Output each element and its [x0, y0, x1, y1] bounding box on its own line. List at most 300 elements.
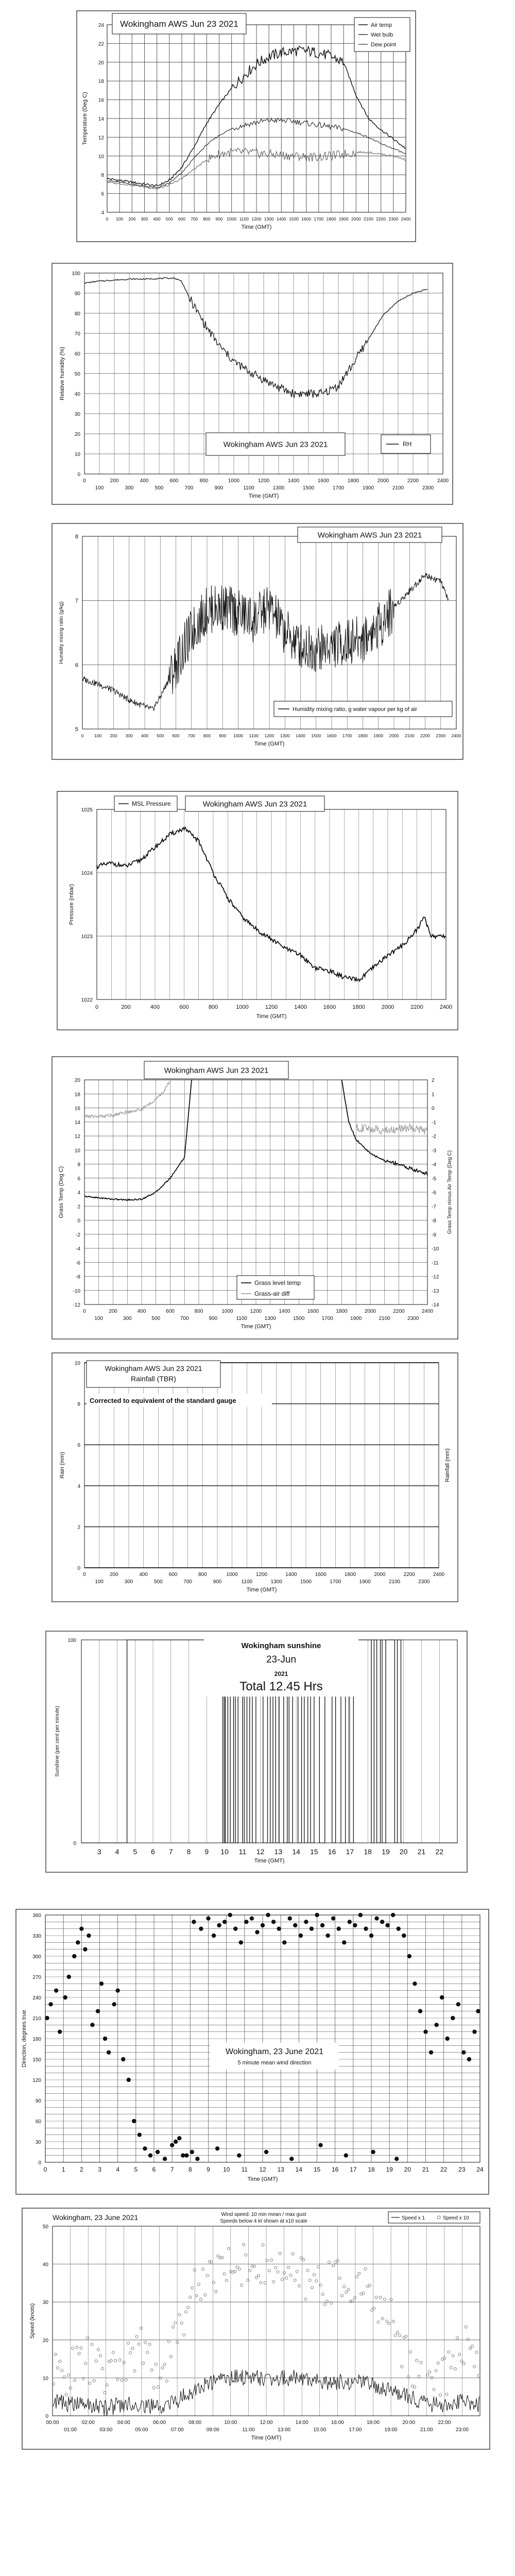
x-tick-label: 0 — [83, 1309, 86, 1314]
x-axis-label: Time (GMT) — [241, 224, 272, 230]
x-tick-label: 400 — [141, 733, 149, 738]
x-tick-label: 2400 — [401, 216, 411, 222]
x-tick-label: 11 — [238, 1848, 247, 1856]
data-point — [206, 1916, 210, 1920]
x-tick-label: 2200 — [393, 1309, 405, 1314]
x-tick-label: 00:00 — [46, 2420, 59, 2426]
x-tick-label: 17 — [346, 1848, 354, 1856]
x-tick-label: 2300 — [418, 1579, 430, 1585]
x-tick-label: 1600 — [317, 478, 330, 484]
x-tick-label: 400 — [153, 216, 161, 222]
data-point — [63, 1995, 67, 1999]
data-point — [271, 1920, 276, 1924]
rainfall-chart-panel — [52, 1352, 458, 1602]
x-tick-label: 300 — [123, 1316, 132, 1321]
x-tick-label: 800 — [203, 733, 211, 738]
data-point — [371, 2150, 375, 2154]
x-tick-label: 1000 — [233, 733, 243, 738]
y2-tick-label: 0 — [432, 1106, 435, 1112]
x-tick-label: 900 — [214, 485, 224, 491]
x-tick-label: 23:00 — [455, 2427, 469, 2433]
x-tick-label: 500 — [165, 216, 173, 222]
data-point — [264, 2150, 268, 2154]
x-tick-label: 01:00 — [64, 2427, 77, 2433]
x-tick-label: 1300 — [264, 216, 274, 222]
x-tick-label: 1400 — [294, 1004, 307, 1010]
y-tick-label: 210 — [32, 2016, 41, 2022]
y-tick-label: 20 — [98, 60, 104, 66]
data-point — [58, 2029, 62, 2033]
x-tick-label: 2200 — [403, 1572, 415, 1578]
x-tick-label: 1 — [61, 2166, 65, 2173]
y-tick-label: 10 — [74, 1361, 80, 1366]
x-tick-label: 1400 — [279, 1309, 290, 1314]
y-tick-label: 24 — [98, 23, 104, 28]
x-tick-label: 1600 — [327, 733, 337, 738]
y-tick-label: 40 — [42, 2262, 48, 2268]
x-tick-label: 1400 — [296, 733, 305, 738]
chart-annotation: Speeds below 4 kt shown at x10 scale — [220, 2218, 307, 2224]
x-tick-label: 1800 — [358, 733, 368, 738]
x-tick-label: 2200 — [410, 1004, 423, 1010]
legend-label: MSL Pressure — [132, 800, 171, 807]
x-tick-label: 8 — [186, 1848, 191, 1856]
data-point — [325, 1934, 330, 1938]
x-tick-label: 1800 — [347, 478, 359, 484]
x-tick-label: 1900 — [338, 216, 349, 222]
x-tick-label: 24 — [476, 2166, 484, 2173]
x-tick-label: 2400 — [433, 1572, 445, 1578]
legend-label: Dew point — [371, 42, 396, 48]
data-point — [121, 2057, 125, 2061]
data-point — [156, 2150, 160, 2154]
y-tick-label: 0 — [77, 472, 80, 478]
y-tick-label: 300 — [32, 1954, 41, 1960]
data-point — [391, 1913, 395, 1917]
y-axis-label: Grass Temp (Deg C) — [58, 1166, 64, 1218]
chart-title: Wokingham AWS Jun 23 2021 — [223, 440, 328, 449]
y-tick-label: -8 — [76, 1274, 80, 1280]
data-point — [190, 2150, 194, 2154]
x-tick-label: 1300 — [264, 1316, 276, 1321]
data-point — [423, 2029, 427, 2033]
data-point — [418, 2009, 422, 2013]
x-tick-label: 2000 — [351, 216, 361, 222]
legend-label: Speed x 10 — [443, 2215, 469, 2221]
x-tick-label: 09:00 — [206, 2427, 219, 2433]
x-tick-label: 600 — [172, 733, 180, 738]
x-tick-label: 1000 — [226, 1572, 238, 1578]
y-tick-label: 180 — [32, 2037, 41, 2042]
x-tick-label: 2000 — [389, 733, 399, 738]
rainfall-chart — [52, 1352, 458, 1602]
sunshine-chart — [45, 1631, 468, 1873]
x-tick-label: 400 — [139, 1572, 148, 1578]
data-point — [429, 2050, 433, 2054]
y2-tick-label: -8 — [432, 1218, 436, 1224]
data-point — [451, 2016, 455, 2020]
y-tick-label: 18 — [74, 1092, 80, 1098]
x-tick-label: 06:00 — [152, 2420, 166, 2426]
chart-title: Wokingham, 23 June 2021 — [225, 2047, 324, 2056]
data-point — [107, 2050, 111, 2054]
y-axis-label: Speed (knots) — [29, 2303, 36, 2339]
data-point — [261, 1923, 265, 1927]
y-tick-label: 30 — [35, 2140, 41, 2145]
x-tick-label: 1600 — [315, 1572, 327, 1578]
legend-label: Grass level temp — [254, 1279, 301, 1286]
y-tick-label: 50 — [74, 371, 80, 377]
y-tick-label: 240 — [32, 1995, 41, 2001]
y-tick-label: -6 — [76, 1260, 80, 1266]
y-tick-label: 100 — [72, 271, 80, 277]
x-tick-label: 04:00 — [117, 2420, 130, 2426]
x-tick-label: 0 — [106, 216, 109, 222]
x-tick-label: 2 — [79, 2166, 83, 2173]
y-tick-label: 90 — [35, 2098, 41, 2104]
x-tick-label: 12:00 — [260, 2420, 273, 2426]
y-tick-label: -2 — [76, 1232, 80, 1238]
grass-temp-chart-panel — [52, 1056, 458, 1340]
x-tick-label: 16 — [328, 1848, 336, 1856]
x-tick-label: 20:00 — [402, 2420, 416, 2426]
data-point — [250, 1916, 254, 1920]
legend-label: Air temp — [371, 22, 392, 28]
x-tick-label: 1800 — [344, 1572, 356, 1578]
pressure-chart-panel — [57, 791, 458, 1030]
y-tick-label: 80 — [74, 311, 80, 317]
y-tick-label: 6 — [75, 662, 78, 669]
x-tick-label: 6 — [151, 1848, 155, 1856]
chart-frame — [52, 263, 453, 504]
x-tick-label: 2200 — [407, 478, 419, 484]
x-tick-label: 21 — [422, 2166, 430, 2173]
x-tick-label: 1200 — [255, 1572, 268, 1578]
data-point — [353, 1923, 357, 1927]
x-tick-label: 16:00 — [331, 2420, 344, 2426]
data-point — [310, 1926, 314, 1930]
x-tick-label: 2100 — [392, 485, 404, 491]
x-tick-label: 2300 — [436, 733, 446, 738]
x-axis-label: Time (GMT) — [248, 493, 279, 499]
x-tick-label: 1900 — [373, 733, 384, 738]
y-tick-label: 5 — [75, 726, 78, 733]
humidity-chart-panel — [52, 263, 453, 505]
x-tick-label: 200 — [121, 1004, 131, 1010]
wind-direction-chart-panel — [15, 1909, 489, 2195]
y2-tick-label: -11 — [432, 1260, 439, 1266]
x-tick-label: 1100 — [249, 733, 259, 738]
x-tick-label: 600 — [166, 1309, 175, 1314]
x-tick-label: 800 — [194, 1309, 203, 1314]
y-tick-label: 8 — [77, 1162, 80, 1168]
x-tick-label: 1500 — [311, 733, 321, 738]
y-axis-label: Temperature (Deg C) — [82, 92, 88, 145]
data-point — [217, 1923, 221, 1927]
x-tick-label: 1800 — [336, 1309, 348, 1314]
sunshine-chart-panel — [45, 1631, 468, 1873]
x-tick-label: 1500 — [300, 1579, 312, 1585]
x-tick-label: 14 — [295, 2166, 303, 2173]
y-tick-label: 0 — [45, 2414, 48, 2419]
x-tick-label: 300 — [125, 733, 133, 738]
x-tick-label: 22:00 — [438, 2420, 451, 2426]
mixing-ratio-chart — [52, 523, 464, 760]
y-tick-label: 14 — [98, 116, 104, 122]
x-tick-label: 21 — [417, 1848, 426, 1856]
y-tick-label: 6 — [101, 191, 104, 197]
y2-axis-label: Rainfall (mm) — [444, 1448, 451, 1482]
y-tick-label: 1025 — [81, 807, 93, 813]
x-tick-label: 400 — [150, 1004, 160, 1010]
x-tick-label: 900 — [215, 216, 223, 222]
x-tick-label: 1400 — [276, 216, 286, 222]
y-axis-label: Rain (mm) — [59, 1452, 65, 1479]
x-tick-label: 1100 — [236, 1316, 248, 1321]
x-tick-label: 1900 — [362, 485, 374, 491]
legend-label: Humidity mixing ratio, g water vapour per kg of air — [293, 706, 418, 713]
data-point — [369, 1934, 373, 1938]
wind-direction-chart — [15, 1909, 489, 2195]
x-tick-label: 900 — [219, 733, 227, 738]
x-tick-label: 10 — [220, 1848, 229, 1856]
data-point — [181, 2153, 185, 2157]
data-point — [364, 1926, 368, 1930]
x-tick-label: 2300 — [388, 216, 399, 222]
chart-year: 2021 — [274, 1670, 288, 1677]
y-tick-label: 60 — [74, 351, 80, 357]
pressure-chart — [57, 791, 458, 1030]
x-tick-label: 200 — [110, 733, 117, 738]
x-axis-label: Time (GMT) — [241, 1324, 271, 1330]
y-tick-label: 30 — [42, 2300, 48, 2306]
x-tick-label: 100 — [94, 733, 102, 738]
x-tick-label: 1200 — [251, 216, 262, 222]
x-tick-label: 1400 — [287, 478, 300, 484]
x-tick-label: 5 — [134, 2166, 138, 2173]
x-tick-label: 800 — [198, 1572, 207, 1578]
wind-speed-chart-panel — [22, 2208, 490, 2450]
data-point — [476, 2009, 480, 2013]
x-tick-label: 600 — [169, 478, 179, 484]
y-tick-label: 60 — [35, 2119, 41, 2125]
data-point — [289, 2157, 294, 2161]
x-tick-label: 22 — [440, 2166, 448, 2173]
data-point — [380, 1920, 384, 1924]
x-tick-label: 1000 — [228, 478, 240, 484]
x-tick-label: 1200 — [265, 1004, 278, 1010]
y-tick-label: 12 — [74, 1134, 80, 1140]
y-tick-label: 20 — [74, 432, 80, 437]
x-tick-label: 2000 — [364, 1309, 376, 1314]
y-tick-label: 12 — [98, 135, 104, 141]
data-point — [79, 1926, 83, 1930]
data-point — [163, 2157, 167, 2161]
data-point — [385, 1923, 389, 1927]
data-point — [143, 2146, 147, 2150]
y2-tick-label: -2 — [432, 1134, 436, 1140]
y-tick-label: 4 — [77, 1483, 80, 1489]
x-tick-label: 14:00 — [295, 2420, 308, 2426]
x-axis-label: Time (GMT) — [246, 1587, 277, 1593]
chart-total: Total 12.45 Hrs — [239, 1680, 323, 1693]
y-tick-label: 0 — [38, 2160, 41, 2166]
data-point — [337, 1926, 341, 1930]
data-point — [72, 1954, 76, 1958]
x-tick-label: 19 — [382, 1848, 390, 1856]
y-tick-label: -12 — [73, 1302, 80, 1308]
x-tick-label: 2300 — [422, 485, 434, 491]
x-tick-label: 1300 — [280, 733, 290, 738]
y2-tick-label: -5 — [432, 1176, 436, 1182]
data-point — [222, 1920, 227, 1924]
x-tick-label: 300 — [125, 485, 134, 491]
x-tick-label: 1900 — [350, 1316, 362, 1321]
chart-subtitle: Rainfall (TBR) — [131, 1375, 176, 1383]
chart-subtitle: 23-Jun — [266, 1654, 297, 1665]
x-tick-label: 10:00 — [224, 2420, 237, 2426]
data-point — [170, 2143, 174, 2147]
x-tick-label: 20 — [404, 2166, 411, 2173]
y-tick-label: 1022 — [81, 997, 93, 1003]
data-point — [215, 2146, 219, 2150]
y-tick-label: 360 — [32, 1913, 41, 1919]
x-tick-label: 20 — [399, 1848, 408, 1856]
data-point — [255, 1930, 259, 1934]
data-point — [277, 1926, 281, 1930]
data-point — [472, 2029, 476, 2033]
y-tick-label: 2 — [77, 1524, 80, 1531]
x-tick-label: 1800 — [352, 1004, 365, 1010]
data-point — [96, 2009, 100, 2013]
data-point — [394, 2157, 399, 2161]
x-tick-label: 1200 — [258, 478, 270, 484]
data-point — [83, 1947, 87, 1951]
y-tick-label: 120 — [32, 2078, 41, 2083]
y-tick-label: 18 — [98, 79, 104, 85]
y2-tick-label: -14 — [432, 1302, 439, 1308]
x-tick-label: 1500 — [302, 485, 315, 491]
y-tick-label: 6 — [77, 1176, 80, 1182]
x-tick-label: 1200 — [250, 1309, 262, 1314]
y2-tick-label: -4 — [432, 1162, 436, 1168]
y-tick-label: 10 — [74, 1148, 80, 1154]
mixing-ratio-chart-panel — [52, 523, 464, 760]
y-tick-label: 90 — [74, 291, 80, 297]
x-tick-label: 300 — [124, 1579, 133, 1585]
humidity-chart — [52, 263, 453, 505]
y-tick-label: 8 — [77, 1401, 80, 1408]
x-tick-label: 2200 — [376, 216, 386, 222]
x-tick-label: 2400 — [439, 1004, 453, 1010]
y-axis-label: Humidity mixing ratio (g/kg) — [59, 601, 64, 664]
y-tick-label: 0 — [77, 1218, 80, 1224]
data-point — [445, 2037, 450, 2041]
x-tick-label: 2000 — [381, 1004, 394, 1010]
data-point — [237, 2153, 241, 2157]
data-point — [266, 1913, 270, 1917]
y-axis-label: Direction, degrees true — [21, 2010, 27, 2067]
y2-tick-label: -10 — [432, 1246, 439, 1252]
x-tick-label: 2100 — [404, 733, 415, 738]
data-point — [407, 1954, 411, 1958]
chart-title: Wokingham AWS Jun 23 2021 — [105, 1364, 202, 1372]
x-tick-label: 10 — [222, 2166, 230, 2173]
x-tick-label: 600 — [179, 1004, 189, 1010]
x-tick-label: 12 — [256, 1848, 265, 1856]
chart-annotation: Corrected to equivalent of the standard gauge — [90, 1397, 236, 1404]
x-tick-label: 1200 — [264, 733, 274, 738]
legend-label: RH — [403, 440, 412, 448]
data-point — [195, 2157, 199, 2161]
x-tick-label: 700 — [180, 1316, 189, 1321]
x-tick-label: 600 — [168, 1572, 178, 1578]
data-point — [45, 2016, 49, 2020]
x-tick-label: 100 — [95, 485, 104, 491]
y-tick-label: 10 — [74, 452, 80, 457]
x-tick-label: 500 — [154, 485, 164, 491]
data-point — [239, 1940, 243, 1944]
x-tick-label: 1100 — [243, 485, 254, 491]
legend-label: Grass-air diff — [254, 1290, 290, 1297]
y2-tick-label: -3 — [432, 1148, 436, 1154]
y-tick-label: 22 — [98, 41, 104, 47]
y-tick-label: 70 — [74, 331, 80, 337]
x-tick-label: 800 — [199, 478, 209, 484]
y2-axis-label: Grass Temp minus Air Temp (Deg C) — [447, 1150, 453, 1234]
data-point — [138, 2132, 142, 2137]
data-point — [467, 2057, 471, 2061]
grass-temp-chart — [52, 1056, 458, 1340]
x-tick-label: 16 — [331, 2166, 339, 2173]
y-tick-label: 100 — [67, 1638, 76, 1643]
x-tick-label: 1000 — [221, 1309, 233, 1314]
x-tick-label: 2400 — [437, 478, 449, 484]
x-tick-label: 2400 — [451, 733, 461, 738]
chart-title: Wokingham sunshine — [241, 1641, 321, 1650]
data-point — [212, 1934, 216, 1938]
y-tick-label: -10 — [73, 1288, 80, 1294]
x-tick-label: 200 — [109, 1572, 118, 1578]
x-tick-label: 17:00 — [349, 2427, 362, 2433]
chart-title: Wokingham AWS Jun 23 2021 — [317, 531, 422, 540]
data-point — [461, 2050, 466, 2054]
x-tick-label: 500 — [157, 733, 164, 738]
x-tick-label: 1900 — [359, 1579, 371, 1585]
y-tick-label: 4 — [101, 210, 104, 216]
data-point — [76, 1940, 80, 1944]
x-tick-label: 700 — [184, 485, 194, 491]
x-tick-label: 17 — [350, 2166, 357, 2173]
y-tick-label: 150 — [32, 2057, 41, 2063]
x-tick-label: 200 — [110, 478, 119, 484]
x-tick-label: 19:00 — [384, 2427, 398, 2433]
x-tick-label: 15 — [310, 1848, 318, 1856]
y2-tick-label: -1 — [432, 1120, 436, 1126]
y-tick-label: 6 — [77, 1443, 80, 1449]
x-tick-label: 0 — [83, 1572, 86, 1578]
x-tick-label: 1500 — [289, 216, 299, 222]
y-tick-label: 14 — [74, 1120, 80, 1126]
x-tick-label: 800 — [203, 216, 211, 222]
x-tick-label: 2400 — [421, 1309, 434, 1314]
x-tick-label: 1600 — [307, 1309, 319, 1314]
x-tick-label: 400 — [140, 478, 149, 484]
y-axis-label: Pressure (mbar) — [68, 884, 75, 925]
x-tick-label: 0 — [81, 733, 84, 738]
chart-frame — [57, 791, 458, 1030]
y-tick-label: 1024 — [81, 871, 93, 876]
